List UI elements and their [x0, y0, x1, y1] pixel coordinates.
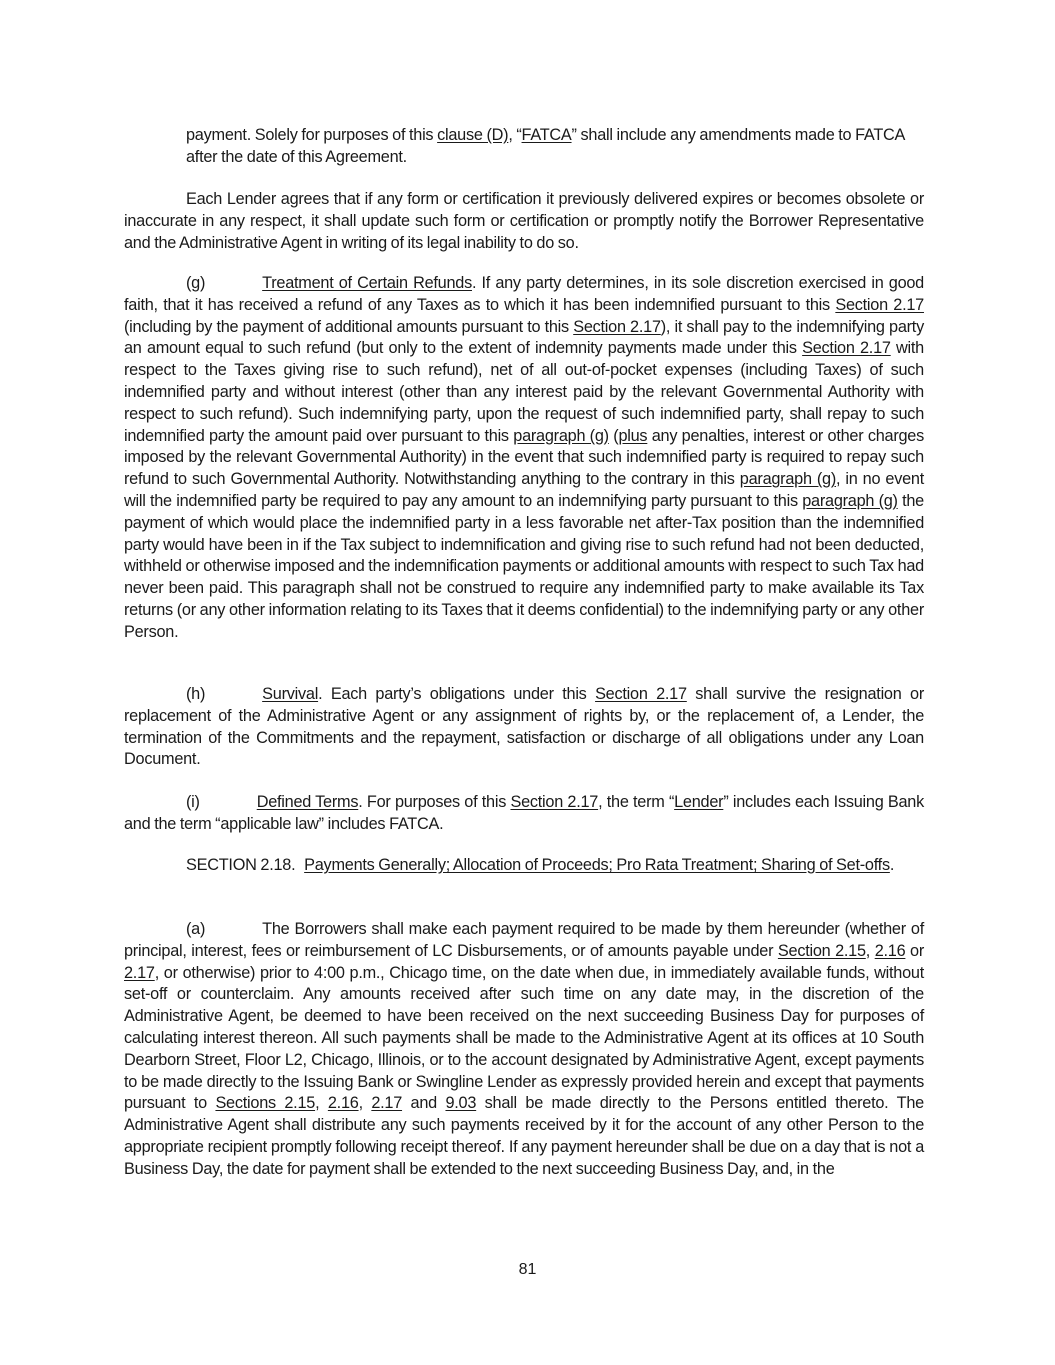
text-run: . Each party’s obligations under this: [318, 685, 596, 703]
text-run: , in no event will the indemnified party be required to pay any amount to an indemnifying party pursuant to this: [124, 470, 924, 510]
paragraph-fatca-continuation: [186, 125, 924, 169]
section-reference: Section 2.17: [595, 685, 687, 703]
plus-term: plus: [618, 426, 648, 445]
text-run: , “: [508, 126, 522, 144]
section-number: SECTION 2.18.: [186, 856, 296, 874]
text-run: or: [905, 941, 924, 960]
text-run: and: [402, 1094, 446, 1113]
paragraph-label: (a): [186, 920, 206, 938]
paragraph-label: (h): [186, 685, 206, 703]
paragraph-i-defined-terms: [124, 792, 924, 836]
paragraph-label: (i): [186, 793, 200, 811]
text-run: , the term “: [598, 793, 675, 811]
paragraph-lender-forms: [124, 189, 924, 254]
text-run: . For purposes of this: [358, 793, 511, 811]
paragraph-a-payments: [124, 919, 924, 1181]
text-run: ,: [315, 1094, 328, 1113]
section-reference: Section 2.17: [573, 317, 661, 336]
text-run: ,: [865, 941, 875, 960]
text-run: The Borrowers shall make each payment required to be made by them hereunder (whether of principal, interest, fees or reimbursement of LC Disbursements, or of amounts payable under: [124, 920, 924, 960]
text-run: ,: [358, 1094, 372, 1113]
text-run: (including by the payment of additional amounts pursuant to this: [124, 317, 574, 336]
text-run: ), it shall pay to the indemnifying party an amount equal to such refund (but only to the extent of indemnity payments made under this: [124, 317, 924, 358]
paragraph-heading: Survival: [262, 685, 319, 703]
section-reference: 2.17: [371, 1094, 403, 1113]
section-reference: 2.17: [124, 963, 155, 982]
page-number: 81: [518, 1261, 537, 1278]
section-reference: Section 2.15: [777, 941, 866, 960]
fatca-defined-term: FATCA: [521, 126, 572, 144]
text-run: Each Lender agrees that if any form or certification it previously delivered expires or becomes obsolete or inaccurate in any respect, it shall update such form or certification or promptly notify the Borrower Representative and the Administrative Agent in writing of its legal inability to do so.: [124, 190, 924, 252]
text-run: (: [608, 426, 619, 445]
section-2-18-heading: [124, 855, 924, 877]
section-reference: 2.16: [874, 941, 906, 960]
paragraph-g-refunds: [124, 273, 924, 644]
paragraph-reference: paragraph (g): [513, 426, 609, 445]
section-reference: Section 2.17: [510, 793, 599, 811]
text-run: , or otherwise) prior to 4:00 p.m., Chicago time, on the date when due, in immediately available funds, without set-off or counterclaim. Any amounts received after such time on any date may, in the discretion of the Administrative Agent, be deemed to have been received on the next succeeding Business Day for purposes of calculating interest thereon. All such payments shall be made to the Administrative Agent at its offices at 10 South Dearborn Street, Floor L2, Chicago, Illinois, or to the account designated by Administrative Agent, except payments to be made directly to the Issuing Bank or Swingline Lender as expressly provided herein and except that payments pursuant to: [124, 963, 924, 1113]
text-run: the payment of which would place the indemnified party in a less favorable net after-Tax position than the indemnified party would have been in if the Tax subject to indemnification and giving rise to such refund had not been deducted, withheld or otherwise imposed and the indemnification payments or additional amounts with respect to such Tax had never been paid. This paragraph shall not be construed to require any indemnified party to make available its Tax returns (or any other information relating to its Taxes that it deems confidential) to the indemnifying party or any other Person.: [124, 491, 924, 641]
section-reference: Sections 2.15: [215, 1094, 316, 1113]
paragraph-heading: Treatment of Certain Refunds: [262, 274, 472, 292]
text-run: payment. Solely for purposes of this: [186, 126, 438, 144]
clause-d-reference: clause (D): [437, 126, 509, 144]
text-run: ” includes each Issuing Bank and the term “applicable law” includes FATCA.: [124, 793, 924, 833]
text-run: any penalties, interest or other charges imposed by the relevant Governmental Authority) in the event that such indemnified party is required to repay such refund to such Governmental Authority. Notwithstanding anything to the contrary in this: [124, 426, 924, 489]
text-run: shall be made directly to the Persons entitled thereto. The Administrative Agent shall distribute any such payments received by it for the account of any other Person to the appropriate recipient promptly following receipt thereof. If any payment hereunder shall be due on a day that is not a Business Day, the date for payment shall be extended to the next succeeding Business Day, and, in the: [124, 1094, 924, 1178]
section-reference: 2.16: [327, 1094, 359, 1113]
paragraph-heading: Defined Terms: [256, 793, 359, 811]
text-run: ” shall include any amendments made to FATCA after the date of this Agreement.: [186, 126, 905, 166]
paragraph-h-survival: [124, 684, 924, 771]
paragraph-reference: paragraph (g): [739, 470, 837, 489]
section-reference: Section 2.17: [835, 295, 924, 314]
lender-defined-term: Lender: [674, 793, 724, 811]
section-title: Payments Generally; Allocation of Proceeds; Pro Rata Treatment; Sharing of Set-offs: [304, 856, 890, 874]
text-run: . If any party determines, in its sole discretion exercised in good faith, that it has received a refund of any Taxes as to which it has been indemnified pursuant to this: [124, 274, 924, 314]
text-run: with respect to the Taxes giving rise to such refund), net of all out-of-pocket expenses (including Taxes) of such indemnified party and without interest (other than any interest paid by the relevant Governmental Authority with respect to such refund). Such indemnifying party, upon the request of such indemnified party, shall repay to such indemnified party the amount paid over pursuant to this: [124, 339, 924, 445]
section-reference: 9.03: [445, 1094, 477, 1113]
paragraph-reference: paragraph (g): [802, 491, 898, 510]
paragraph-label: (g): [186, 274, 206, 292]
text-run: .: [889, 856, 895, 874]
section-reference: Section 2.17: [802, 339, 891, 358]
text-run: shall survive the resignation or replacement of the Administrative Agent or any assignment of rights by, or the replacement of, a Lender, the termination of the Commitments and the repayment, satisfaction or discharge of all obligations under any Loan Document.: [124, 685, 924, 769]
